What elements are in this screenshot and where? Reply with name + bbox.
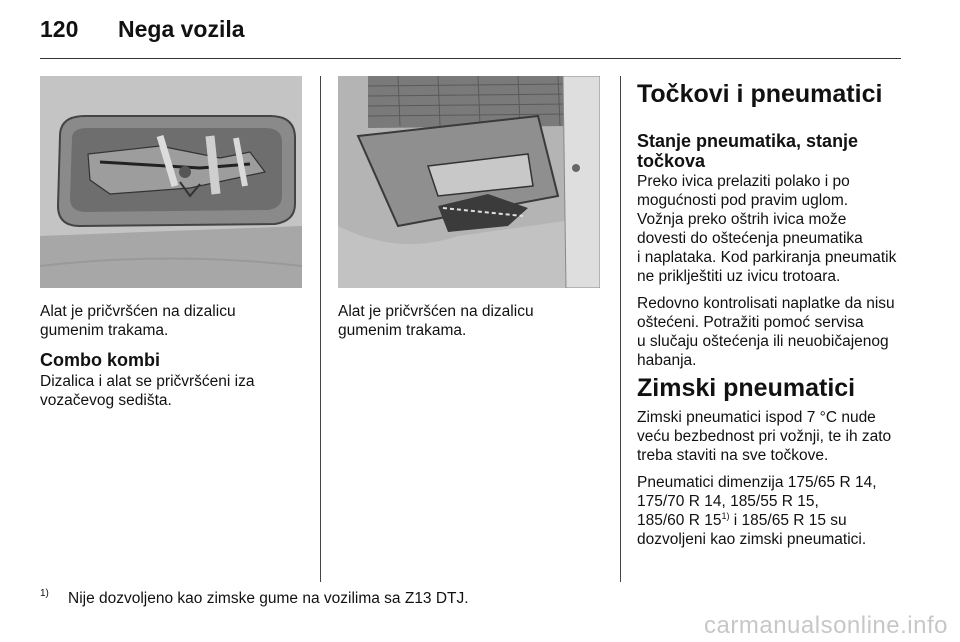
winter-tires-para-2 <box>637 473 937 549</box>
header-rule <box>40 58 901 59</box>
tire-condition-para-2: Redovno kontrolisati naplatke da nisu oštećeni. Potražiti pomoć servisa u slučaju oštećenja ili neuobičajenog habanja. <box>637 295 895 369</box>
seat-jack-illustration <box>338 76 600 288</box>
combo-kombi-body <box>40 372 310 418</box>
winter-tires-allowed: i 185/65 R 15 su dozvoljeni kao zimski pneumatici. <box>637 512 867 548</box>
caption-tool-compartment <box>40 302 310 348</box>
tool-compartment-illustration <box>40 76 302 288</box>
caption-2-text: Alat je pričvršćen na dizalicu gumenim trakama. <box>338 303 534 339</box>
column-divider-2 <box>620 76 621 582</box>
wheels-tires-heading: Točkovi i pneumatici <box>637 80 883 108</box>
column-divider-1 <box>320 76 321 582</box>
footnote-text: Nije dozvoljeno kao zimske gume na vozilima sa Z13 DTJ. <box>68 590 469 607</box>
footnote-mark: 1) <box>40 588 49 599</box>
tire-condition-heading: Stanje pneumatika, stanje točkova <box>637 131 859 171</box>
caption-1-text: Alat je pričvršćen na dizalicu gumenim trakama. <box>40 303 236 339</box>
watermark: carmanualsonline.info <box>704 612 948 639</box>
figure-tool-compartment <box>40 76 302 288</box>
winter-tires-body <box>637 408 937 557</box>
figure-seat-jack <box>338 76 600 288</box>
caption-seat-jack <box>338 302 608 348</box>
combo-kombi-heading: Combo kombi <box>40 350 160 370</box>
winter-tires-para-1: Zimski pneumatici ispod 7 °C nude veću bezbednost pri vožnji, te ih zato treba staviti na sve točkove. <box>637 409 892 464</box>
footnote-reference: 1) <box>721 510 730 521</box>
page-number: 120 <box>40 16 79 42</box>
winter-tires-sizes: Pneumatici dimenzija 175/65 R 14, 175/70 R 14, 185/55 R 15, 185/60 R 15 <box>637 474 877 529</box>
tire-condition-body <box>637 172 937 378</box>
combo-kombi-text: Dizalica i alat se pričvršćeni iza vozačevog sedišta. <box>40 373 255 409</box>
section-title: Nega vozila <box>118 16 245 42</box>
tire-condition-para-1: Preko ivica prelaziti polako i po mogućnosti pod pravim uglom. Vožnja preko oštrih ivica može dovesti do oštećenja pneumatika i naplataka. Kod parkiranja pneumatik ne priklještiti uz ivicu trotoara. <box>637 173 897 285</box>
winter-tires-heading: Zimski pneumatici <box>637 374 856 402</box>
